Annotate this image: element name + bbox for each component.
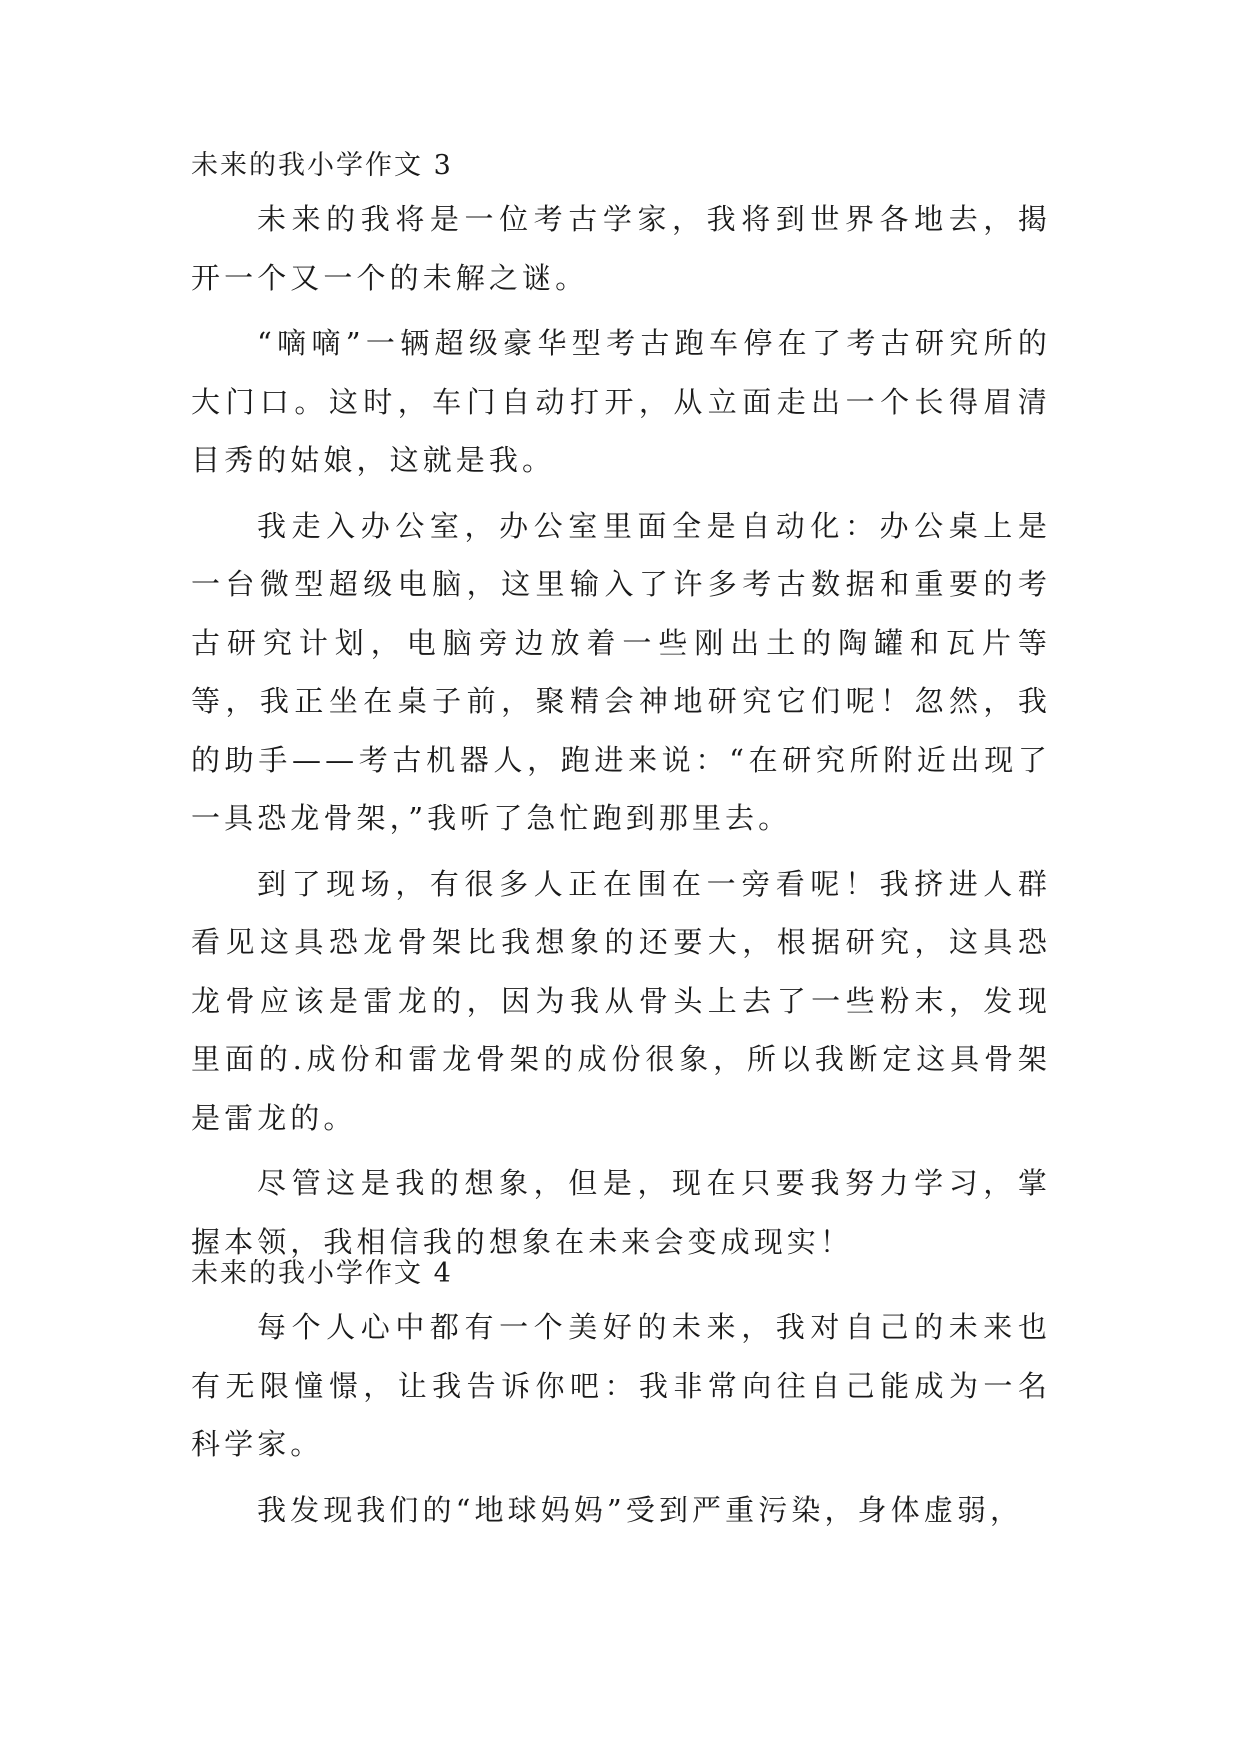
paragraph: 我发现我们的“地球妈妈”受到严重污染，身体虚弱， xyxy=(257,1492,1024,1527)
essay-title: 未来的我小学作文 3 xyxy=(191,150,453,181)
essay-section-3 xyxy=(191,146,1051,186)
paragraph: “嘀嘀”一辆超级豪华型考古跑车停在了考古研究所的大门口。这时，车门自动打开，从立面走出一个长得眉清目秀的姑娘，这就是我。 xyxy=(191,326,1051,477)
paragraph: 未来的我将是一位考古学家，我将到世界各地去，揭开一个又一个的未解之谜。 xyxy=(191,202,1051,295)
essay-body-3 xyxy=(191,190,1051,1271)
paragraph: 到了现场，有很多人正在围在一旁看呢！我挤进人群看见这具恐龙骨架比我想象的还要大，根据研究，这具恐龙骨应该是雷龙的，因为我从骨头上去了一些粉末，发现里面的.成份和雷龙骨架的成份很象，所以我断定这具骨架是雷龙的。 xyxy=(191,866,1051,1135)
essay-section-4 xyxy=(191,1254,1051,1294)
paragraph: 尽管这是我的想象，但是，现在只要我努力学习，掌握本领，我相信我的想象在未来会变成现实！ xyxy=(191,1166,1051,1259)
paragraph: 每个人心中都有一个美好的未来，我对自己的未来也有无限憧憬，让我告诉你吧：我非常向往自己能成为一名科学家。 xyxy=(191,1310,1051,1461)
paragraph: 我走入办公室，办公室里面全是自动化：办公桌上是一台微型超级电脑，这里输入了许多考古数据和重要的考古研究计划，电脑旁边放着一些刚出土的陶罐和瓦片等等，我正坐在桌子前，聚精会神地研究它们呢！忽然，我的助手——考古机器人，跑进来说：“在研究所附近出现了一具恐龙骨架，”我听了急忙跑到那里去。 xyxy=(191,508,1051,835)
essay-title: 未来的我小学作文 4 xyxy=(191,1258,453,1289)
essay-body-4 xyxy=(191,1298,1051,1539)
